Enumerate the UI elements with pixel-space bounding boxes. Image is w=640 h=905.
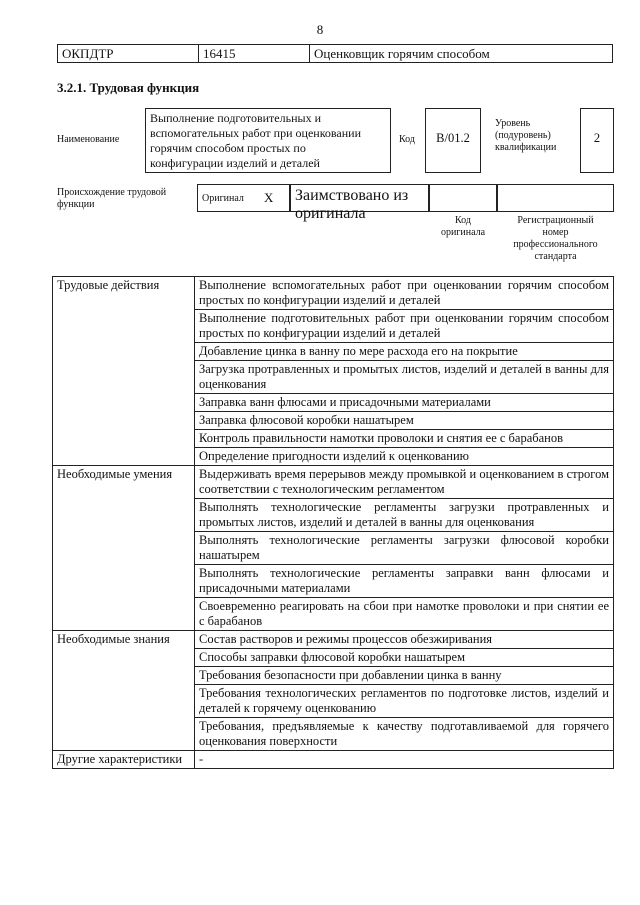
section-item: Добавление цинка в ванну по мере расхода его на покрытие — [195, 343, 614, 361]
section-title: 3.2.1. Трудовая функция — [57, 80, 200, 95]
function-name-line: Выполнение подготовительных и — [150, 111, 321, 125]
function-code: В/01.2 — [425, 108, 481, 173]
function-name-line: горячим способом простых по — [150, 141, 306, 155]
section-item: Определение пригодности изделий к оценкованию — [195, 448, 614, 466]
section-item: Заправка ванн флюсами и присадочными материалами — [195, 394, 614, 412]
origin-label — [57, 187, 166, 211]
original-label: Оригинал — [202, 193, 244, 204]
section-item: Выполнение подготовительных работ при оценковании горячим способом простых по конфигурации изделий и деталей — [195, 310, 614, 343]
section-item: Выполнение вспомогательных работ при оценковании горячим способом простых по конфигурации изделий и деталей — [195, 277, 614, 310]
function-name-line: вспомогательных работ при оценковании — [150, 126, 362, 140]
level-label-line: (подуровень) — [495, 130, 551, 141]
original-mark: Х — [264, 190, 274, 205]
labor-function-table — [52, 276, 614, 769]
okpdtr-name: Оценковщик горячим способом — [310, 45, 613, 63]
section-item: Требования технологических регламентов по подготовке листов, изделий и деталей к горячему оценкованию — [195, 685, 614, 718]
reg-number-caption — [497, 215, 614, 263]
section-item: Своевременно реагировать на сбои при намотке проволоки и при снятии ее с барабанов — [195, 598, 614, 631]
section-item: Выполнять технологические регламенты загрузки флюсовой коробки нашатырем — [195, 532, 614, 565]
original-box — [197, 184, 290, 212]
okpdtr-code: 16415 — [199, 45, 310, 63]
code-label: Код — [399, 134, 415, 145]
reg-caption-line: стандарта — [534, 251, 577, 262]
page-number: 8 — [316, 22, 324, 37]
function-name-box — [145, 108, 391, 173]
origin-code-box — [429, 184, 497, 212]
section-header: Трудовые действия — [53, 277, 195, 466]
origin-label-line: функции — [57, 199, 95, 210]
level-value: 2 — [580, 108, 614, 173]
table-row — [53, 277, 614, 310]
function-name-line: конфигурации изделий и деталей — [150, 156, 320, 170]
level-label — [495, 118, 556, 154]
level-label-line: Уровень — [495, 118, 531, 129]
section-item: Контроль правильности намотки проволоки и снятия ее с барабанов — [195, 430, 614, 448]
section-header: Необходимые знания — [53, 631, 195, 751]
section-item: Выдерживать время перерывов между промывкой и оценкованием в строгом соответствии с технологическим регламентом — [195, 466, 614, 499]
section-header: Необходимые умения — [53, 466, 195, 631]
borrowed-label-line: оригинала — [295, 205, 366, 222]
level-label-line: квалификации — [495, 142, 557, 153]
section-item: Состав растворов и режимы процессов обезжиривания — [195, 631, 614, 649]
origin-code-caption — [429, 215, 497, 239]
section-item: Выполнять технологические регламенты заправки ванн флюсами и присадочными материалами — [195, 565, 614, 598]
reg-number-box — [497, 184, 614, 212]
table-row — [53, 631, 614, 649]
borrowed-box — [290, 184, 429, 222]
section-header: Другие характеристики — [53, 751, 195, 769]
section-item: Заправка флюсовой коробки нашатырем — [195, 412, 614, 430]
code-caption-line: оригинала — [440, 227, 486, 238]
reg-caption-line: номер — [542, 227, 569, 238]
table-row — [53, 751, 614, 769]
code-caption-line: Код — [455, 215, 471, 226]
section-item: Требования, предъявляемые к качеству подготавливаемой для горячего оценкования поверхности — [195, 718, 614, 751]
section-item: - — [195, 751, 614, 769]
section-item: Выполнять технологические регламенты загрузки протравленных и промытых листов, изделий и деталей в ванны для оценкования — [195, 499, 614, 532]
section-item: Способы заправки флюсовой коробки нашатырем — [195, 649, 614, 667]
borrowed-label-line: Заимствовано из — [295, 187, 409, 204]
section-item: Загрузка протравленных и промытых листов, изделий и деталей в ванны для оценкования — [195, 361, 614, 394]
table-row — [53, 466, 614, 499]
reg-caption-line: профессионального — [513, 239, 598, 250]
origin-label-line: Происхождение трудовой — [57, 187, 167, 198]
section-item: Требования безопасности при добавлении цинка в ванну — [195, 667, 614, 685]
okpdtr-label: ОКПДТР — [58, 45, 199, 63]
reg-caption-line: Регистрационный — [517, 215, 594, 226]
name-label: Наименование — [57, 134, 120, 145]
okpdtr-table — [57, 44, 613, 63]
